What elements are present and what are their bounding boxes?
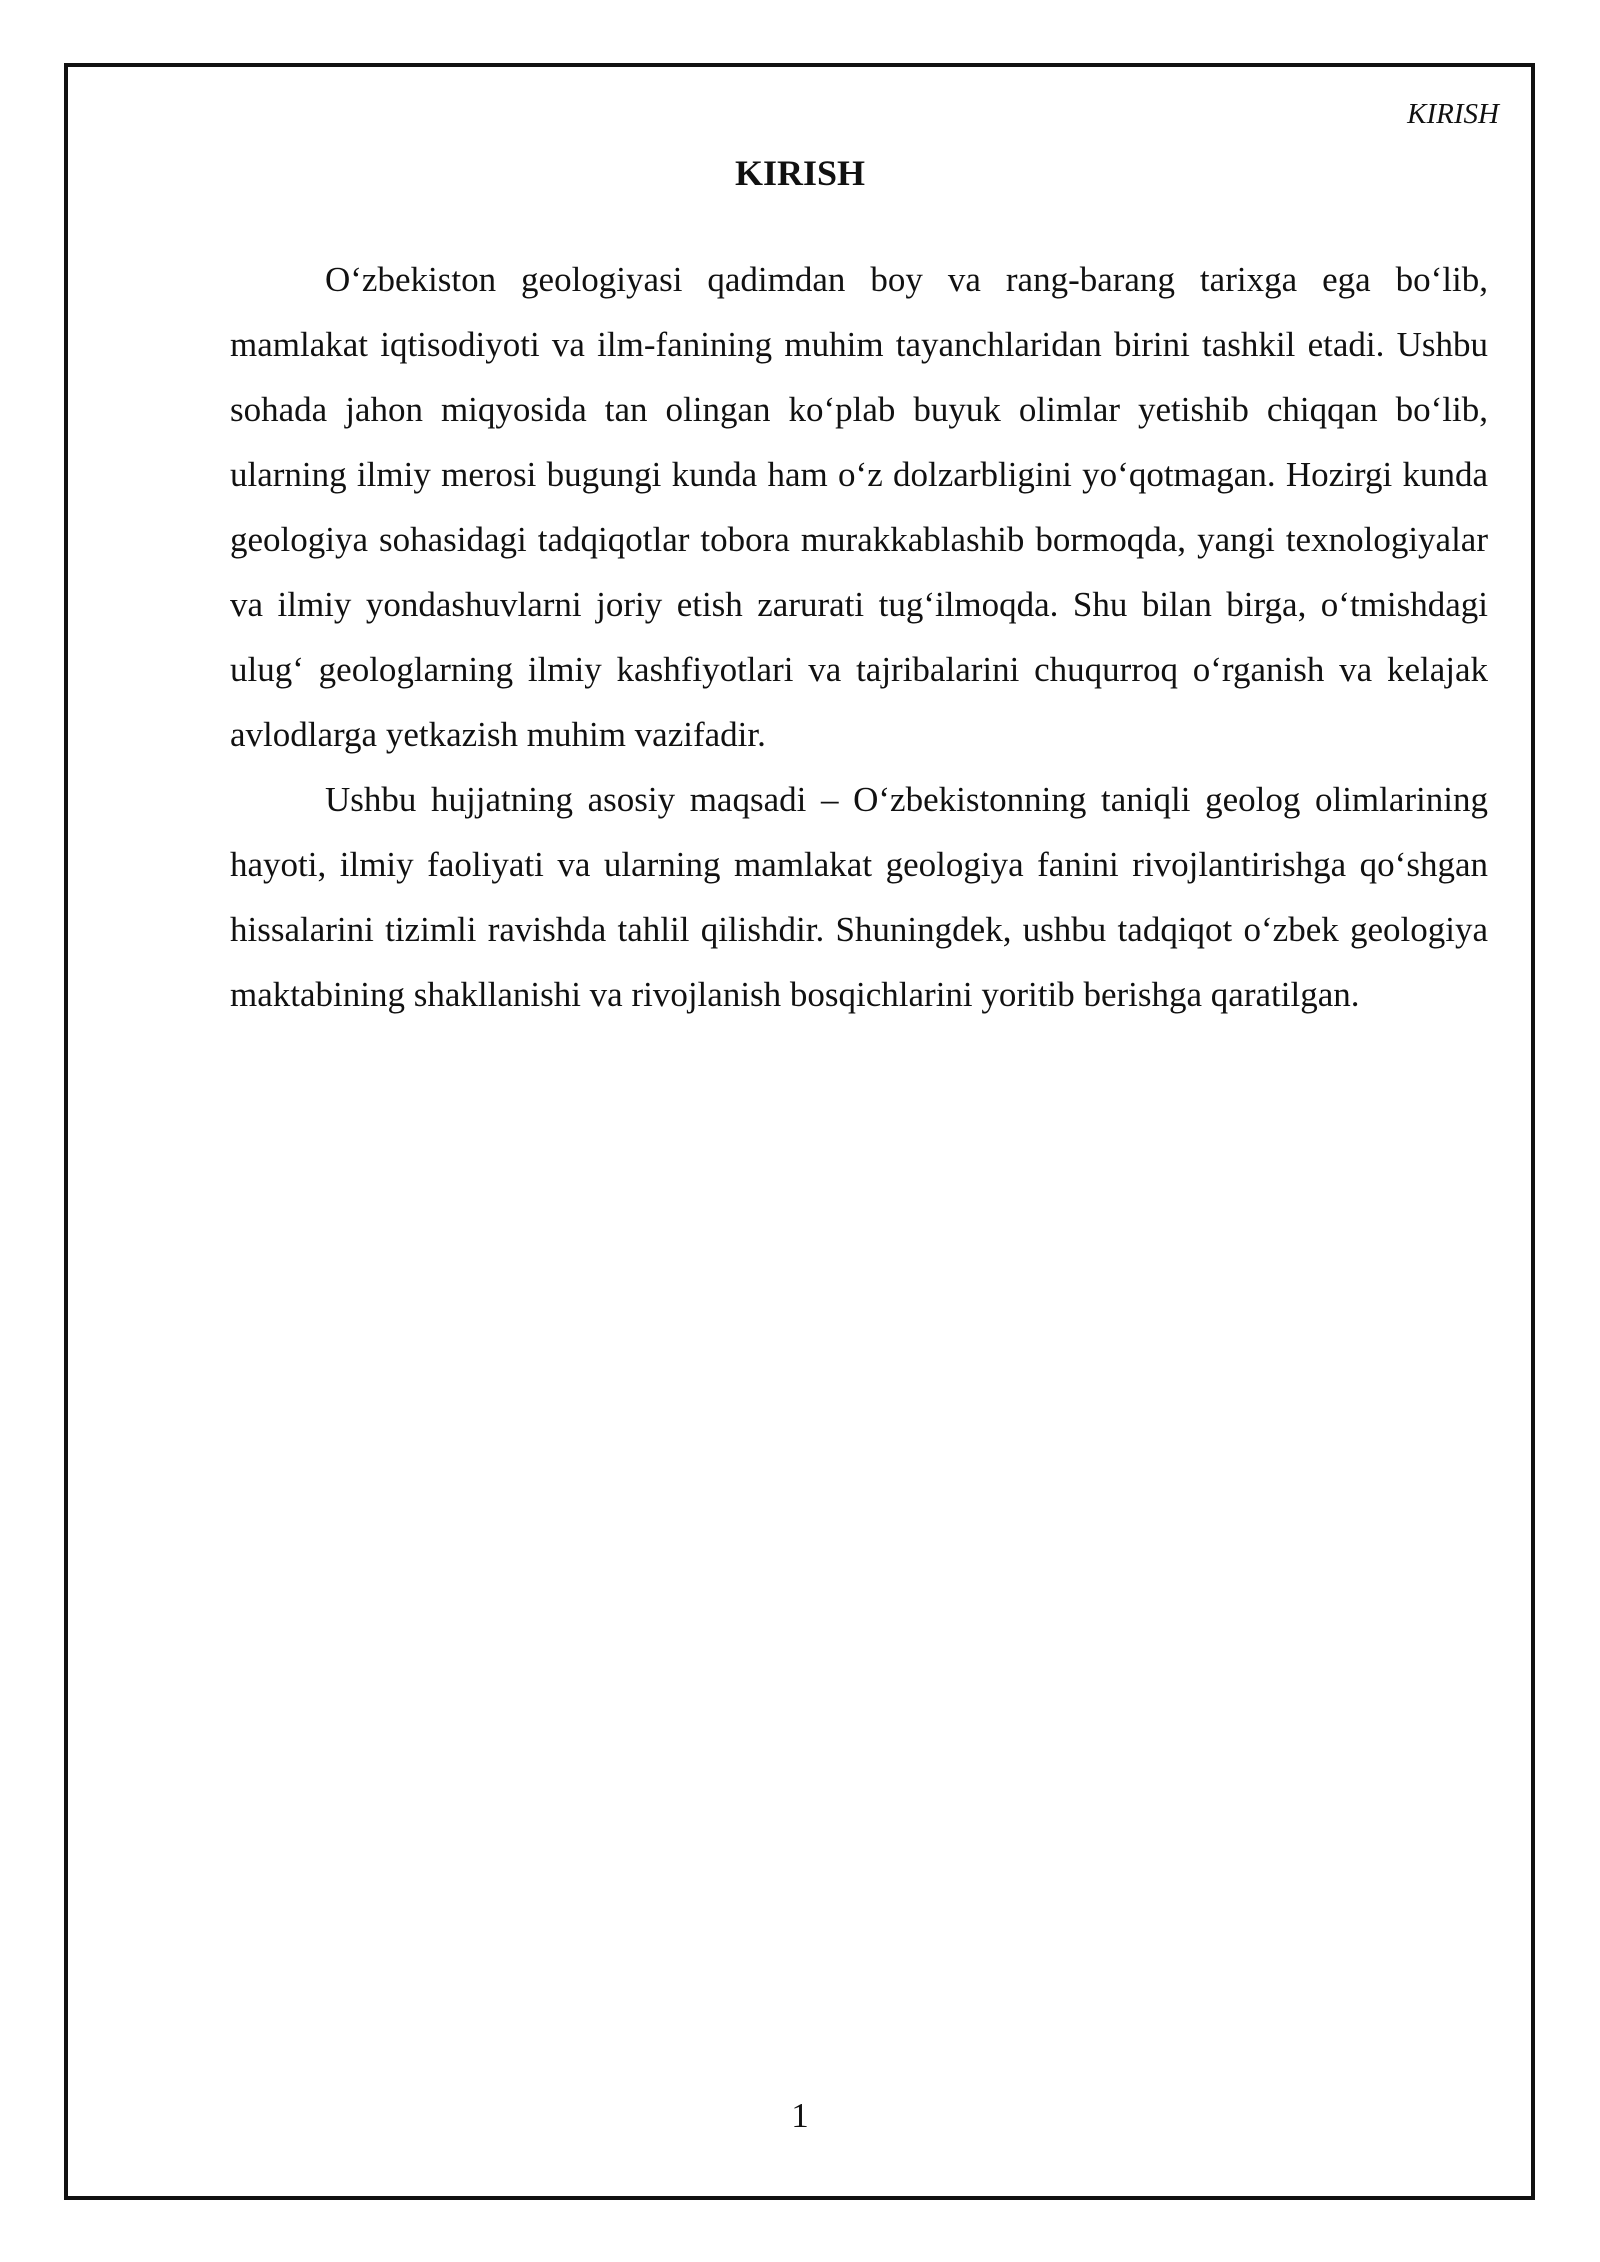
paragraph: Ushbu hujjatning asosiy maqsadi – O‘zbekistonning taniqli geolog olimlarining hayoti, ilmiy faoliyati va ularning mamlakat geologiya fanini rivojlantirishga qo‘shgan hissalarini tizimli ravishda tahlil qilishdir. Shuningdek, ushbu tadqiqot o‘zbek geologiya maktabining shakllanishi va rivojlanish bosqichlarini yoritib berishga qaratilgan.	[230, 780, 1488, 1014]
page-number: 1	[791, 2096, 809, 2135]
running-header: KIRISH	[1407, 98, 1499, 130]
page-title: KIRISH	[734, 153, 866, 193]
document-body	[230, 247, 1488, 1027]
paragraph: O‘zbekiston geologiyasi qadimdan boy va rang-barang tarixga ega bo‘lib, mamlakat iqtisodiyoti va ilm-fanining muhim tayanchlaridan birini tashkil etadi. Ushbu sohada jahon miqyosida tan olingan ko‘plab buyuk olimlar yetishib chiqqan bo‘lib, ularning ilmiy merosi bugungi kunda ham o‘z dolzarbligini yo‘qotmagan. Hozirgi kunda geologiya sohasidagi tadqiqotlar tobora murakkablashib bormoqda, yangi texnologiyalar va ilmiy yondashuvlarni joriy etish zarurati tug‘ilmoqda. Shu bilan birga, o‘tmishdagi ulug‘ geologlarning ilmiy kashfiyotlari va tajribalarini chuqurroq o‘rganish va kelajak avlodlarga yetkazish muhim vazifadir.	[230, 260, 1488, 754]
